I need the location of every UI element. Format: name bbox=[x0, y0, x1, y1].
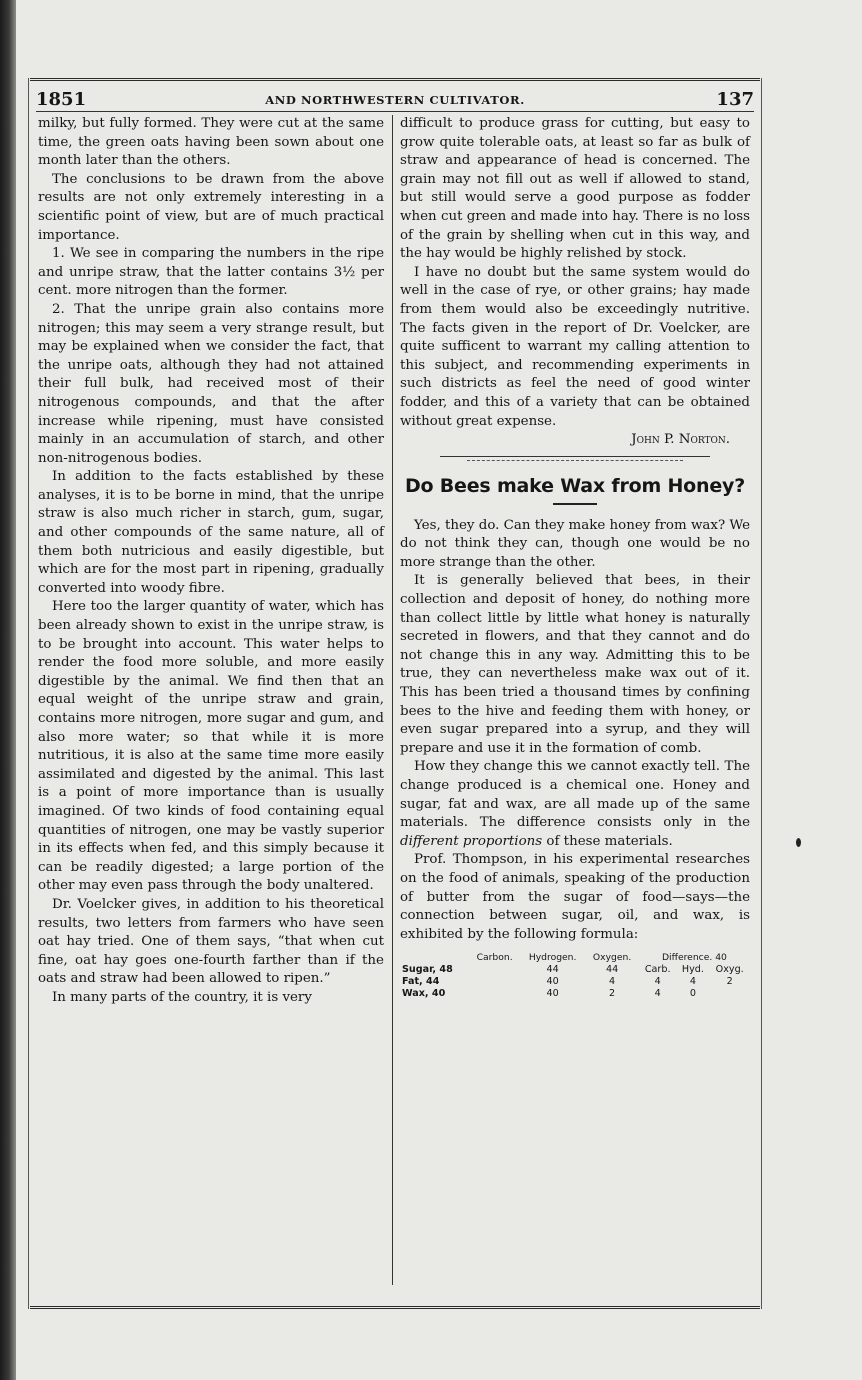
cell-diff-oxyg: 2 bbox=[726, 976, 733, 988]
subheader-oxyg: Oxyg. bbox=[715, 964, 744, 976]
paragraph: It is generally believed that bees, in their collection and deposit of honey, do nothing more than collect little by little what honey is naturally secreted in flowers, and that they cannot and do not change this in any way. Admitting this to be true, they can nevertheless make wax out of it. This has been tried a thousand times by confining bees to the hive and feeding them with honey, or even sugar prepared into a syrup, and they will prepare and use it in the formation of comb. bbox=[400, 573, 750, 756]
row-label: Sugar, bbox=[402, 964, 437, 976]
header-page-number: 137 bbox=[716, 89, 754, 110]
formula-header-cell: Oxygen. bbox=[592, 952, 632, 964]
paragraph: 1. We see in comparing the numbers in the ripe and unripe straw, that the latter contains 3½ per cent. more nitrogen than the former. bbox=[38, 246, 384, 299]
cell-diff-carb: 4 bbox=[654, 976, 661, 988]
paragraph bbox=[400, 758, 750, 851]
cell-hydrogen: 40 bbox=[546, 976, 559, 988]
right-column bbox=[400, 115, 750, 1000]
italic-phrase: different proportions bbox=[400, 833, 543, 849]
row-label: Fat, bbox=[402, 976, 423, 988]
formula-row bbox=[400, 964, 750, 976]
left-column bbox=[38, 115, 384, 1008]
cell-hydrogen: 44 bbox=[546, 964, 559, 976]
subheader-carb: Carb. bbox=[644, 964, 671, 976]
cell-oxygen: 2 bbox=[609, 988, 616, 1000]
paragraph-text: How they change this we cannot exactly tell. The change produced is a chemical one. Honey and sugar, fat and wax, are all made up of the same materials. The difference consists only in the bbox=[400, 759, 750, 831]
cell-diff-carb: 4 bbox=[654, 988, 661, 1000]
formula-row bbox=[400, 988, 750, 1000]
title-underline bbox=[553, 503, 597, 505]
subheader-hyd: Hyd. bbox=[681, 964, 704, 976]
cell-carbon: 48 bbox=[439, 964, 453, 976]
cell-hydrogen: 40 bbox=[546, 988, 559, 1000]
paragraph: difficult to produce grass for cutting, but easy to grow quite tolerable oats, at least so far as bulk of straw and appearance of head is concerned. The grain may not fill out as well if allowed to stand, but still would serve a good purpose as fodder when cut green and made into hay. There is no loss of the grain by shelling when cut in this way, and the hay would be highly relished by stock. bbox=[400, 116, 750, 262]
cell-diff-hyd: 4 bbox=[689, 976, 696, 988]
paragraph: In many parts of the country, it is very bbox=[52, 989, 312, 1005]
formula-header-cell: Difference. 40 bbox=[661, 952, 727, 964]
paragraph: Dr. Voelcker gives, in addition to his theoretical results, two letters from farmers who have seen oat hay tried. One of them says, “that when cut fine, oat hay goes one-fourth farther than if the oats and straw had been allowed to ripen.” bbox=[38, 896, 384, 987]
paragraph: Yes, they do. Can they make honey from wax? We do not think they can, though one would be no more strange than the other. bbox=[400, 517, 750, 570]
page-header bbox=[36, 89, 754, 112]
cell-oxygen: 44 bbox=[605, 964, 619, 976]
paragraph: Here too the larger quantity of water, which has been already shown to exist in the unripe straw, is to be brought into account. This water helps to render the food more soluble, and more easily digestible by the animal. We find then that an equal weight of the unripe straw and grain, contains more nitrogen, more sugar and gum, and also more water; so that while it is more nutritious, it is also at the same time more easily assimilated and digested by the animal. This last is a point of more importance than is usually imagined. Of two kinds of food containing equal quantities of nitrogen, one may be vastly superior in its effects when fed, and this simply because it can be readily digested; a large portion of the other may even pass through the body unaltered. bbox=[38, 599, 384, 894]
section-ornament-rule bbox=[440, 456, 710, 467]
formula-header-cell: Hydrogen. bbox=[528, 952, 577, 964]
book-binding-edge bbox=[0, 0, 16, 1380]
formula-row bbox=[400, 976, 750, 988]
header-year: 1851 bbox=[36, 89, 87, 110]
cell-diff-hyd: 0 bbox=[689, 988, 696, 1000]
formula-header-cell: Carbon. bbox=[476, 952, 513, 964]
paragraph: I have no doubt but the same system would do well in the case of rye, or other grains; hay made from them would also be exceedingly nutritive. The facts given in the report of Dr. Voelcker, are quite sufficent to warrant my calling attention to this subject, and recommending experiments in such districts as feel the need of good winter fodder, and this of a variety that can be obtained without great expense. bbox=[400, 264, 750, 429]
header-running-title: AND NORTHWESTERN CULTIVATOR. bbox=[265, 93, 525, 107]
column-divider bbox=[392, 115, 393, 1285]
row-label: Wax, bbox=[402, 988, 429, 1000]
paragraph: In addition to the facts established by these analyses, it is to be borne in mind, that the unripe straw is also much richer in starch, gum, sugar, and other compounds of the same nature, all of them both nutricious and easily digestible, but which are for the most part in ripening, gradually converted into woody fibre. bbox=[38, 469, 384, 596]
newspaper-page bbox=[30, 78, 760, 1309]
cell-carbon: 40 bbox=[431, 988, 446, 1000]
paragraph: Prof. Thompson, in his experimental researches on the food of animals, speaking of the production of butter from the sugar of food—says—the connection between sugar, oil, and wax, is exhibited by the following formula: bbox=[400, 852, 750, 942]
ink-mark bbox=[796, 838, 801, 847]
paragraph-text: of these materials. bbox=[542, 833, 673, 849]
paragraph: The conclusions to be drawn from the above results are not only extremely interesting in a scientific point of view, but are of much practical importance. bbox=[38, 171, 384, 243]
cell-oxygen: 4 bbox=[609, 976, 616, 988]
author-signature: John P. Norton. bbox=[631, 432, 730, 448]
cell-carbon: 44 bbox=[426, 976, 440, 988]
paragraph: milky, but fully formed. They were cut at the same time, the green oats having been sown about one month later than the others. bbox=[38, 116, 384, 169]
formula-header-row bbox=[400, 952, 750, 964]
formula-header-cell bbox=[400, 952, 469, 964]
formula-table bbox=[400, 952, 750, 1000]
paragraph: 2. That the unripe grain also contains more nitrogen; this may seem a very strange result, but may be explained when we consider the fact, that the unripe oats, although they had not attained their full bulk, had received most of their nitrogenous compounds, and that the after increase while ripening, must have consisted mainly in an accumulation of starch, and other non-nitrogenous bodies. bbox=[38, 301, 384, 466]
article-title: Do Bees make Wax from Honey? bbox=[404, 474, 746, 497]
